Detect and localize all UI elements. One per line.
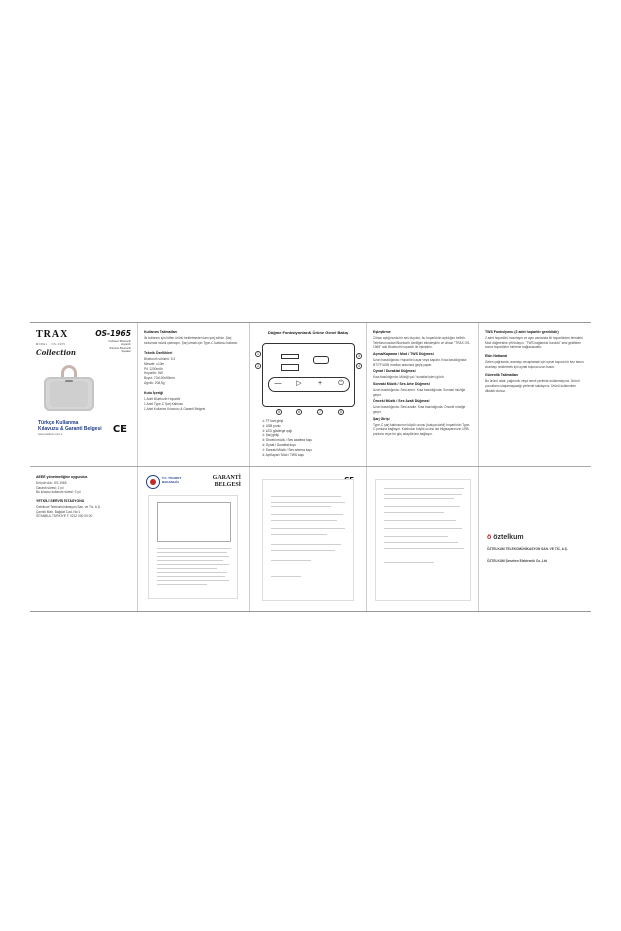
callout-1: 1: [255, 351, 261, 357]
company-line: ÖZTELKUM TELEKOMÜNİKASYON SAN. VE TİC. A.Ş.: [487, 547, 568, 551]
guide-title: [38, 420, 102, 432]
model-code: OS-1965: [95, 329, 131, 338]
text-line: [157, 552, 227, 553]
manual-sheet: [30, 322, 591, 612]
section-text: Uzun basıldığında: Sesi azaltır. Kısa basıldığında: Önceki müziğe geçer.: [373, 405, 466, 415]
text-line: [384, 488, 464, 489]
instructions-panel: [138, 323, 250, 466]
service-line: Öztelkum Telekomünikasyon San. ve Tic. A.Ş.: [36, 505, 101, 510]
section-text: Type-C şarj kablosunun küçük ucunu (kutuya dahil) hoparlörün Type-C portuna bağlayın. Kablonun büyük ucunu ise bilgisayarınızın USB portuna veya bir güç adaptörüne bağlayın.: [373, 422, 471, 437]
text-line: [271, 528, 345, 529]
power-button-icon: ⏻: [338, 380, 344, 387]
callout-6: 6: [296, 409, 302, 415]
section-heading: Kutu İçeriği: [144, 391, 164, 396]
callout-2: 2: [255, 363, 261, 369]
text-line: [384, 528, 462, 529]
service-panel: [30, 467, 138, 611]
info-line: Bu kılavuz kullanım süresi: 3 yıl: [36, 490, 81, 495]
seal-line: BAKANLIĞI: [162, 479, 179, 484]
legend-item: ④ Şarj girişi: [262, 433, 279, 438]
box-item: 1 Adet Type-C Şarj Kablosu: [144, 401, 184, 406]
info-line: Ürünün Adı: OS-1965: [36, 481, 67, 486]
section-text: Bu ürünü ıslak, yağmurlu veya nemli yerlerde kullanmayınız. Ürünü çocukların ulaşamayacağı yerlerde saklayınız. Ürünü kullanırken dikkatli olunuz.: [485, 379, 580, 393]
intro-text: İlk kullanım için lütfen ürünü bekletmeden tam şarj ediniz. Şarj sırasında müzik çalmayın. Şarj olmak için Type-C kablosu kullanın.: [144, 336, 239, 345]
warranty-table: [157, 502, 231, 542]
text-line: [157, 560, 223, 561]
plus-button-icon: +: [317, 380, 323, 387]
diagram-title: Düğme Fonksiyonları& Ürüne Genel Bakış: [267, 330, 349, 335]
text-line: [271, 496, 341, 497]
section-text: Kısa basıldığında: Müziği çal / duraklat işlevi görür.: [373, 375, 445, 380]
section-heading: Sonraki Müzik / Ses Artır Düğmesi: [373, 382, 430, 387]
pairing-panel: [367, 323, 479, 466]
legend-item: ③ LED gösterge ışığı: [262, 428, 293, 433]
text-line: [384, 562, 434, 563]
cover-panel: [30, 323, 138, 466]
text-line: [157, 556, 229, 557]
section-heading: Eşleştirme: [373, 330, 391, 334]
text-line: [271, 534, 327, 535]
text-line: [157, 584, 207, 585]
text-line: [271, 544, 341, 545]
usb-port: [281, 364, 299, 371]
tws-panel: [479, 323, 591, 466]
section-heading: Kullanım Talimatları: [144, 330, 177, 334]
section-heading: TWS Fonksiyonu (2 adet hoparlör gereklidir): [485, 330, 559, 334]
company-logo: [487, 533, 524, 543]
tf-slot: [281, 354, 299, 359]
play-button-icon: ▷: [296, 380, 302, 387]
ministry-seal-icon: [146, 475, 160, 489]
text-line: [384, 536, 448, 537]
callout-7: 7: [317, 409, 323, 415]
guide-title-line: Türkçe Kullanma: [38, 420, 79, 426]
model-line: Hoparlör: [121, 343, 131, 347]
manual-back-row: [30, 467, 591, 612]
speaker-logo: [65, 380, 73, 382]
service-line: İSTANBUL TÜRKİYE T: 0212 000 00 00: [36, 514, 93, 519]
spec-item: Boyut: 70x100x50mm: [144, 375, 175, 380]
device-diagram: [262, 343, 355, 407]
text-line: [384, 548, 464, 549]
legend-item: ② USB portu: [262, 423, 281, 428]
spec-item: Ağırlık: 208,5g: [144, 380, 165, 385]
text-line: [271, 506, 331, 507]
warranty-panel: [138, 467, 250, 611]
text-line: [384, 494, 462, 495]
seal-line: T.C. TİCARET: [162, 476, 182, 480]
aeee-note: AEEE yönetmeliğine uygundur.: [36, 475, 88, 479]
text-line: [157, 572, 227, 573]
section-text: Cihazı açtığınızda bir ses duyulur, bu hoparlörün açıldığını belirtir. Telefonunuzdan Bluetooth özelliğini etkinleştirin ve cihazı "TRAX OS-1965" adlı Bluetooth hoparlör ile eşleştirin.: [373, 336, 471, 350]
callout-4: 4: [356, 363, 362, 369]
box-item: 1 Adet Kullanım Kılavuzu & Garanti Belgesi: [144, 406, 206, 411]
company-name: öztelkum: [493, 534, 524, 541]
declaration-panel: [250, 467, 367, 611]
section-text: Uzun basıldığında: Hoparlörü açar veya kapatır. Kısa basıldığında: BT/TF/USB modları arasında geçiş yapar.: [373, 358, 467, 367]
info-line: Garanti süresi: 2 yıl: [36, 485, 64, 490]
warranty-title-line: BELGESİ: [214, 481, 241, 488]
text-line: [157, 568, 217, 569]
section-heading: Teknik Özellikleri: [144, 351, 173, 356]
model-line: Kablosuz Bluetooth: [108, 339, 131, 343]
speaker-image: [44, 365, 94, 411]
text-line: [384, 506, 460, 507]
ce-mark-icon: CE: [112, 424, 127, 435]
model-block: [95, 329, 131, 354]
service-line: Çamlık Mah. Bağdat Cad. No:1: [36, 509, 81, 514]
legend-item: ① TF kart girişi: [262, 419, 284, 423]
box-item: 1 Adet Bluetooth Hoparlör: [144, 397, 181, 402]
text-line: [384, 498, 454, 499]
legend-item: ⑦ Sonraki Müzik / Ses artırma tuşu: [262, 447, 312, 452]
service-title: YETKİLİ SERVİS İSTASYONU: [36, 498, 85, 503]
warranty-title-line: GARANTİ: [212, 475, 241, 481]
section-heading: Şarj Girişi: [373, 416, 390, 421]
text-line: [271, 576, 301, 577]
section-text: Gelen çağrılarda, aramayı cevaplamak için oynat tuşuna bir kez basın. Aramayı reddetmek için oynat tuşuna uzun basın.: [485, 360, 585, 369]
text-line: [271, 520, 337, 521]
legend-item: ⑥ Oynat / Duraklat tuşu: [262, 442, 296, 447]
button-legend: [262, 419, 312, 457]
section-heading: Ekin Notlanai: [485, 353, 508, 358]
spec-item: Mesafe: ≥10m: [144, 362, 165, 367]
brand-subtitle: MODEL · OS-1965: [36, 342, 66, 346]
collection-title: Collection: [36, 348, 76, 358]
speaker-grill: [50, 381, 88, 407]
text-line: [384, 512, 444, 513]
manual-front-row: [30, 322, 591, 467]
text-line: [384, 542, 458, 543]
callout-3: 3: [356, 353, 362, 359]
conformity-panel: [367, 467, 479, 611]
text-line: [157, 548, 231, 549]
text-line: [157, 580, 229, 581]
section-text: Uzun basıldığında: Sesi artırır. Kısa basıldığında: Sonraki müziğe geçer.: [373, 388, 466, 397]
guide-subtitle: www.oztelkum.com.tr: [38, 433, 63, 436]
spec-item: Hoparlör: 5W: [144, 371, 163, 376]
spec-item: Bluetooth sürümü: 5.3: [144, 357, 176, 362]
text-line: [157, 564, 229, 565]
declaration-doc: [262, 479, 354, 601]
conformity-doc: [375, 479, 471, 601]
legend-item: ⑤ Önceki müzik / Ses azaltma tuşu: [262, 438, 312, 443]
section-text: 2 adet hoparlörü hazırlayın ve aynı zamanda iki hoparlörden birindeki Mod düğmesine çift tıklayın. "TWS bağlantısı kuruldu" sesi geldikten sonra hoparlörler birbirine bağlanacaktır.: [485, 336, 583, 350]
text-line: [271, 560, 311, 561]
section-heading: Güvenlik Talimatları: [485, 373, 519, 378]
text-line: [157, 576, 225, 577]
text-line: [271, 514, 343, 515]
diagram-panel: [250, 323, 367, 466]
section-heading: Önceki Müzik / Ses Azalt Düğmesi: [373, 399, 430, 404]
brand-logo: TRAX: [36, 329, 69, 340]
model-line: Wireless Bluetooth: [109, 346, 131, 350]
spec-item: Pil: 1200mAh: [144, 366, 163, 371]
callout-5: 5: [276, 409, 282, 415]
text-line: [271, 502, 345, 503]
section-heading: Oynat / Duraklat Düğmesi: [373, 369, 416, 374]
callout-8: 8: [338, 409, 344, 415]
seal-text: [162, 477, 181, 484]
guide-title-line: Kılavuzu & Garanti Belgesi: [38, 426, 102, 432]
warranty-form: [148, 495, 238, 599]
charge-port: [313, 356, 329, 364]
text-line: [271, 550, 335, 551]
warranty-title: [213, 475, 241, 488]
minus-button-icon: —: [274, 380, 282, 387]
legend-item: ⑧ Aç/Kapat / Mod / TWS tuşu: [262, 452, 304, 457]
text-line: [384, 520, 456, 521]
company-mark-icon: ö: [487, 534, 492, 541]
company-panel: [479, 467, 591, 611]
model-line: Speaker: [121, 350, 131, 354]
company-line: ÖZTELKUM Şenzhen Elektronik Co.,Ltd: [487, 559, 547, 563]
section-heading: Açma/Kapama / Mod / TWS Düğmesi: [373, 351, 434, 356]
